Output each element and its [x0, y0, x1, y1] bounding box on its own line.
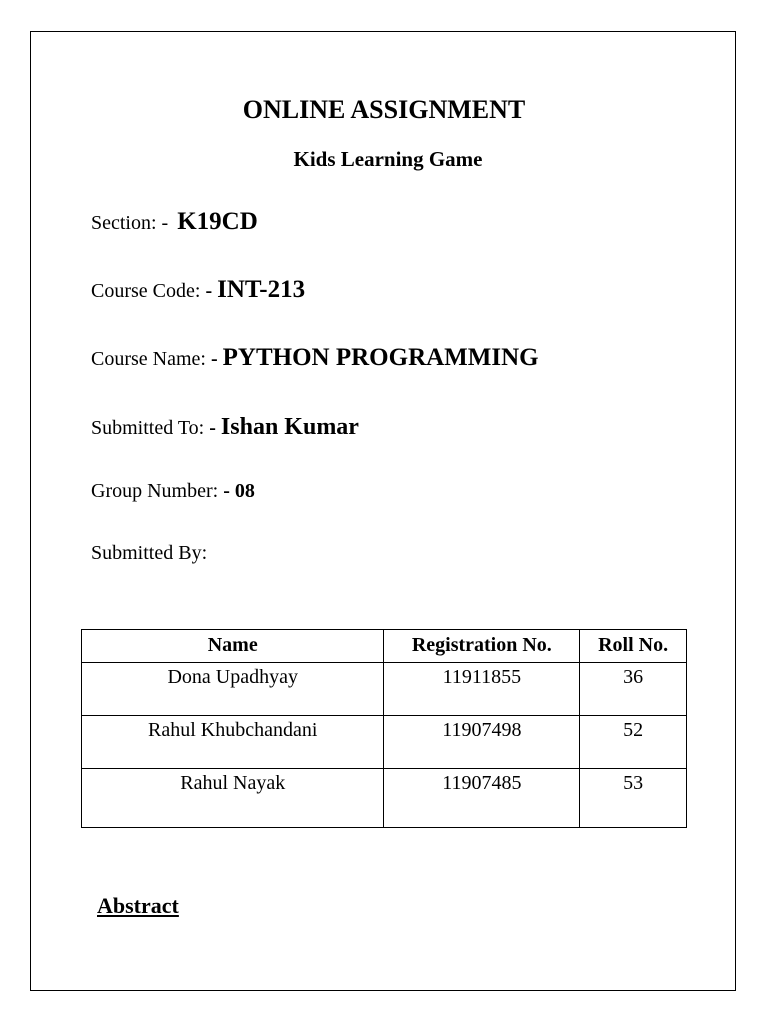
cell-roll: 53	[580, 769, 687, 828]
header-registration: Registration No.	[384, 630, 580, 663]
cell-roll: 36	[580, 663, 687, 716]
submitted-to-separator: -	[204, 417, 221, 439]
table-row	[82, 663, 687, 716]
course-code-value: INT-213	[217, 276, 306, 303]
section-label: Section:	[91, 212, 157, 234]
course-name-value: PYTHON PROGRAMMING	[222, 344, 539, 371]
submitted-to-value: Ishan Kumar	[220, 414, 359, 440]
cell-registration: 11911855	[384, 663, 580, 716]
header-roll: Roll No.	[580, 630, 687, 663]
submitted-by-label: Submitted By:	[91, 542, 208, 564]
document-title: ONLINE ASSIGNMENT	[242, 95, 526, 124]
document-subtitle: Kids Learning Game	[293, 147, 483, 171]
course-code-separator: -	[200, 280, 218, 302]
section-value: K19CD	[177, 208, 258, 235]
cell-name: Rahul Khubchandani	[82, 716, 384, 769]
table-row	[82, 769, 687, 828]
group-number-field	[91, 480, 255, 503]
cell-registration: 11907498	[384, 716, 580, 769]
table-row	[82, 716, 687, 769]
group-number-label: Group Number:	[91, 480, 219, 502]
cell-name: Dona Upadhyay	[82, 663, 384, 716]
cell-roll: 52	[580, 716, 687, 769]
members-table	[81, 629, 687, 828]
submitted-to-label: Submitted To:	[91, 417, 205, 439]
course-name-label: Course Name:	[91, 348, 206, 370]
cell-registration: 11907485	[384, 769, 580, 828]
course-code-field	[91, 276, 305, 304]
header-name: Name	[82, 630, 384, 663]
course-code-label: Course Code:	[91, 280, 201, 302]
course-name-separator: -	[205, 348, 223, 370]
group-number-value: 08	[234, 480, 255, 502]
page-border	[30, 31, 736, 991]
section-separator: -	[156, 212, 174, 234]
cell-name: Rahul Nayak	[82, 769, 384, 828]
section-field	[91, 208, 258, 236]
group-number-separator: -	[218, 480, 235, 502]
table-header-row	[82, 630, 687, 663]
course-name-field	[91, 344, 539, 372]
abstract-heading: Abstract	[97, 893, 179, 918]
submitted-by-field	[91, 542, 207, 565]
submitted-to-field	[91, 414, 359, 441]
